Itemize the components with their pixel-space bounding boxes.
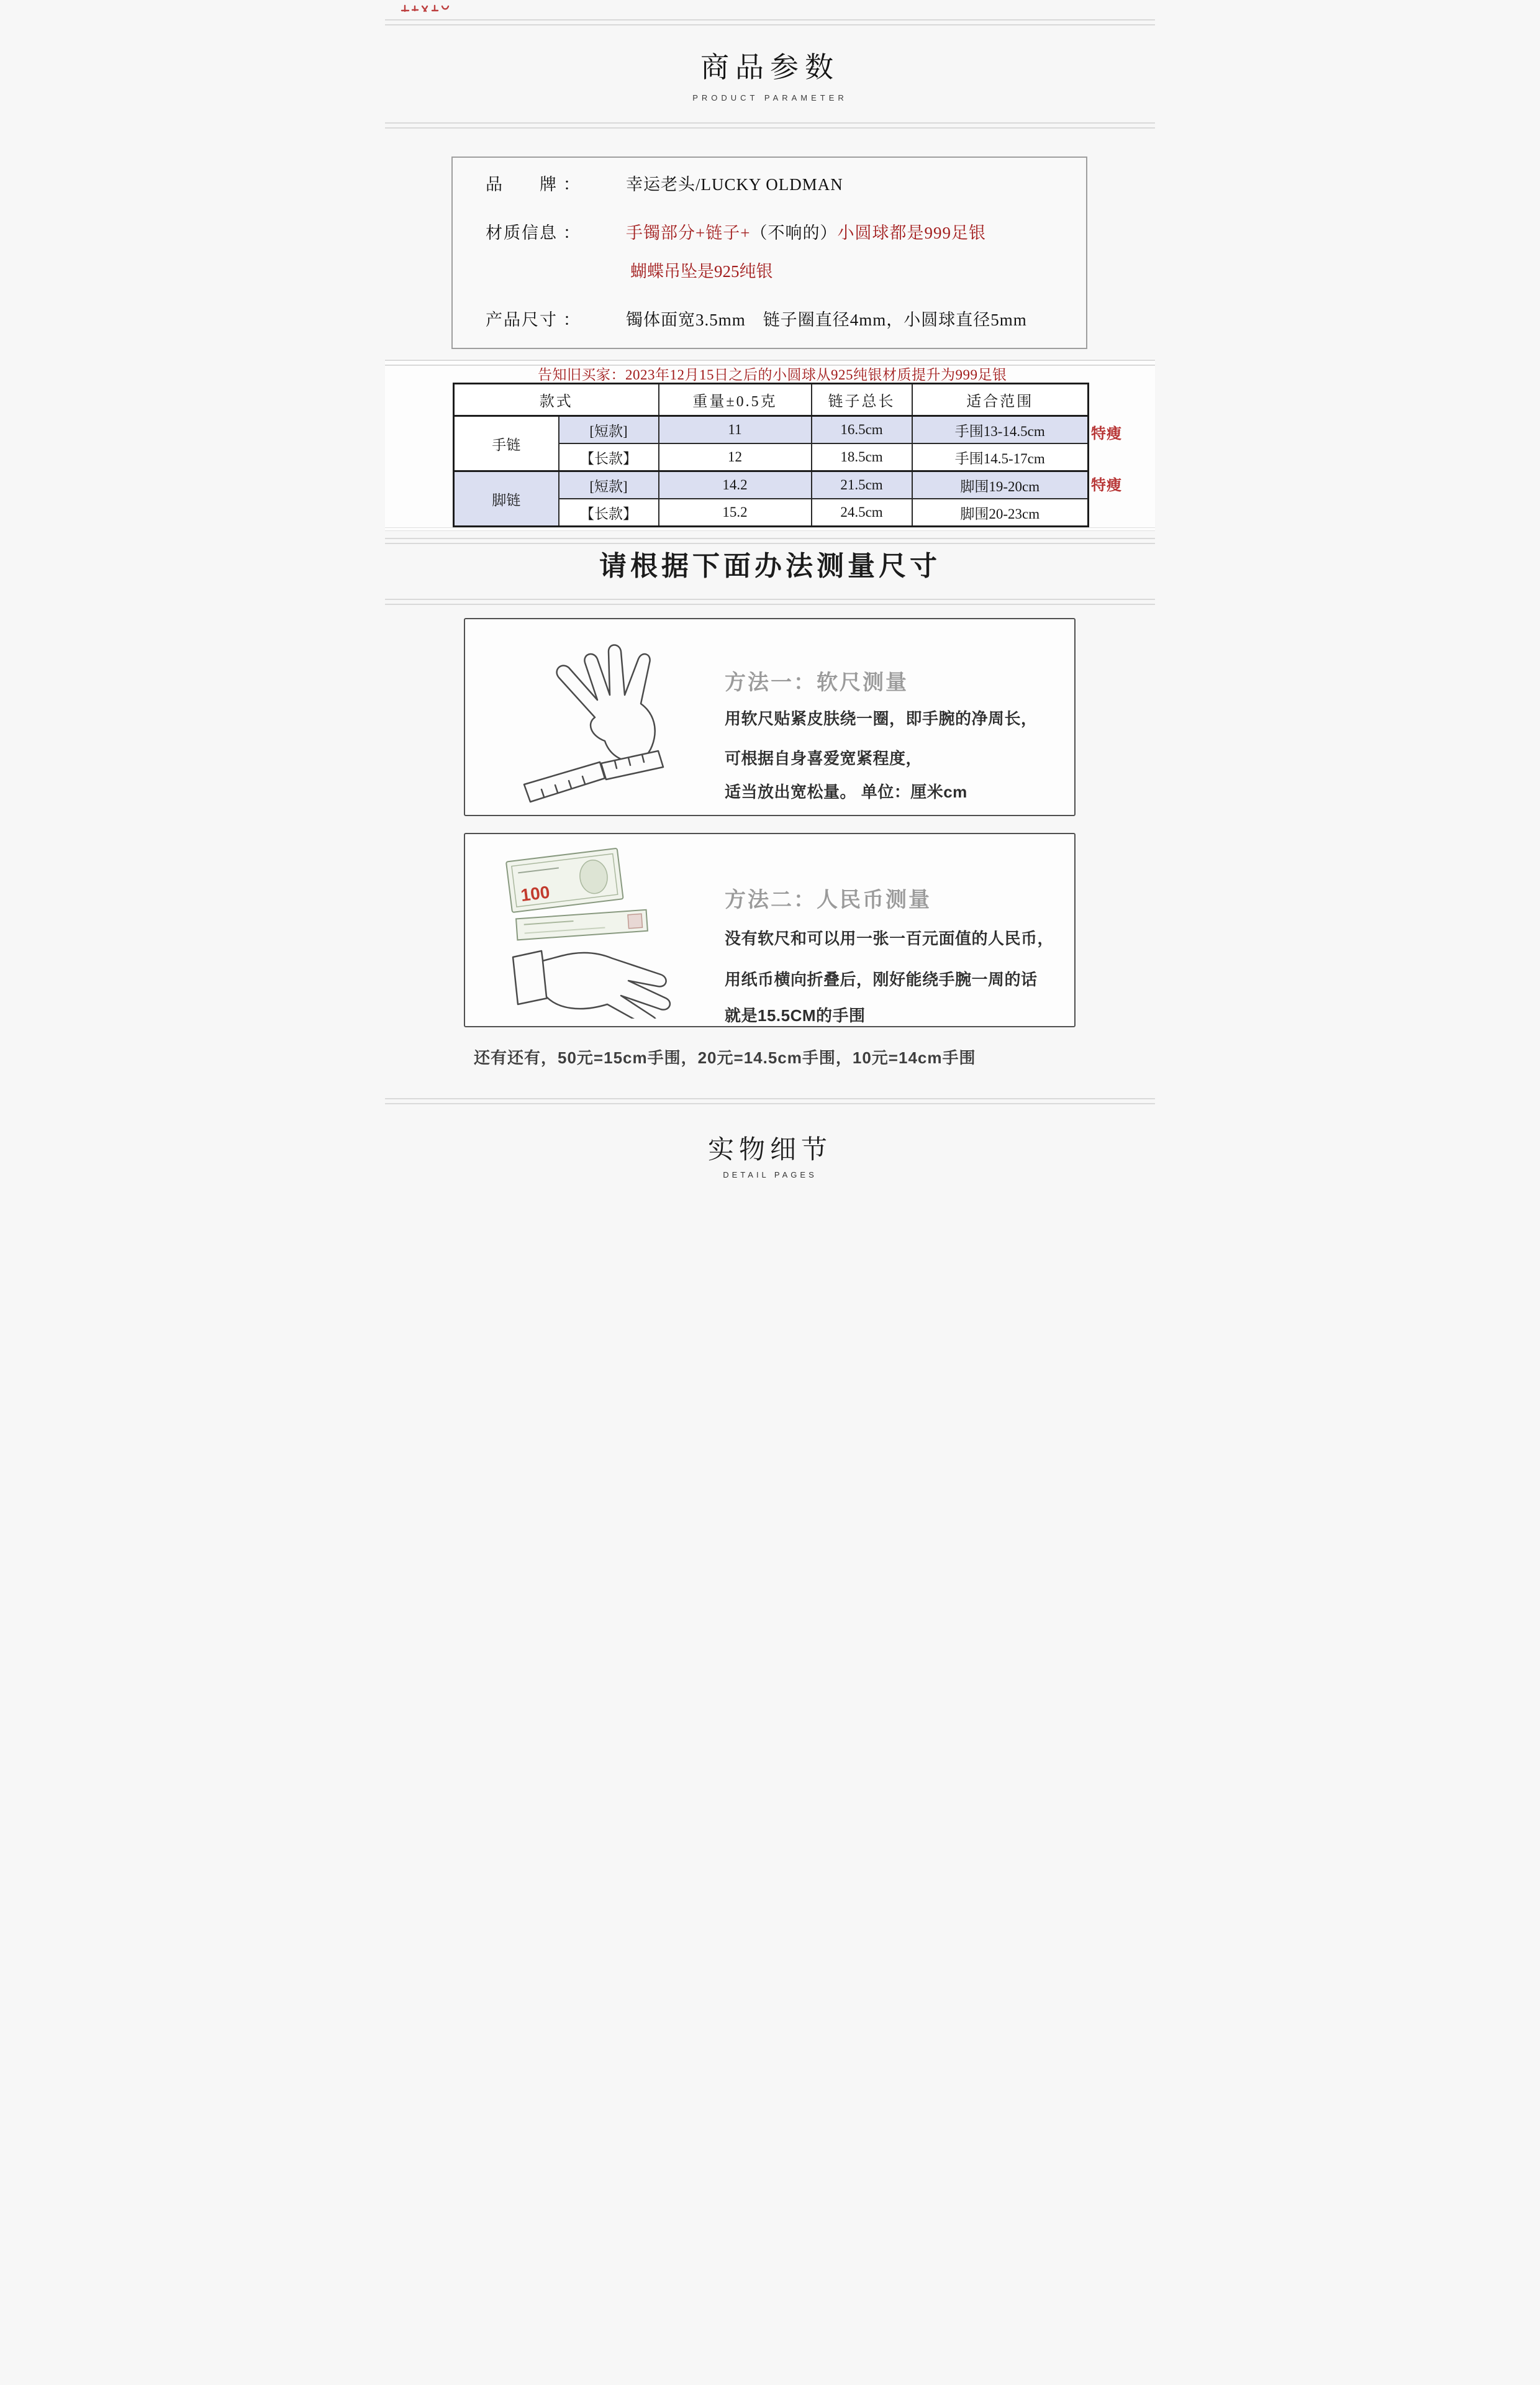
divider-footer <box>385 1098 1155 1104</box>
group-name-bracelet: 手链 <box>454 416 559 471</box>
notice-old-buyers: 告知旧买家：2023年12月15日之后的小圆球从925纯银材质提升为999足银 <box>538 367 1007 383</box>
range-cell: 脚围19-20cm <box>912 471 1089 499</box>
weight-cell: 11 <box>659 416 812 444</box>
range-cell: 手围14.5-17cm <box>912 443 1089 471</box>
divider-notice <box>385 360 1155 366</box>
material-value-black: （不响的） <box>750 224 838 242</box>
method1-title: 方法一：软尺测量 <box>725 671 908 694</box>
product-parameter-page <box>385 0 1155 1192</box>
extra-measure-tip: 还有还有，50元=15cm手围，20元=14.5cm手围，10元=14cm手围 <box>474 1048 976 1067</box>
variant-cell: 【长款】 <box>559 443 659 471</box>
banknote-100-label: 100 <box>519 882 551 906</box>
method2-line2: 用纸币横向折叠后，刚好能绕手腕一周的话 <box>725 970 1038 989</box>
size-label: 产品尺寸 ： <box>486 311 581 329</box>
table-row <box>454 416 1089 444</box>
table-row <box>454 471 1089 499</box>
variant-cell: 【长款】 <box>559 499 659 527</box>
page-title: 商品参数 <box>700 52 840 83</box>
method2-title: 方法二：人民币测量 <box>725 888 931 912</box>
group-name-anklet: 脚链 <box>454 471 559 527</box>
size-value: 镯体面宽3.5mm 链子圈直径4mm，小圆球直径5mm <box>626 311 1027 329</box>
weight-cell: 14.2 <box>659 471 812 499</box>
method1-line3: 适当放出宽松量。 单位：厘米cm <box>725 783 967 801</box>
method1-line1: 用软尺贴紧皮肤绕一圈，即手腕的净周长， <box>725 709 1038 728</box>
footer-title: 实物细节 <box>707 1136 832 1165</box>
length-cell: 21.5cm <box>812 471 912 499</box>
brand-value: 幸运老头/LUCKY OLDMAN <box>626 175 843 194</box>
variant-cell: [短款] <box>559 416 659 444</box>
weight-cell: 12 <box>659 443 812 471</box>
method2-line3: 就是15.5CM的手围 <box>725 1006 866 1025</box>
page-subtitle: PRODUCT PARAMETER <box>692 93 848 102</box>
method1-line2: 可根据自身喜爱宽紧程度， <box>725 749 923 768</box>
divider-measure-top <box>385 538 1155 544</box>
range-cell: 手围13-14.5cm <box>912 416 1089 444</box>
brand-label: 品 牌 ： <box>486 175 581 194</box>
table-header-row <box>454 384 1089 416</box>
divider-top <box>385 19 1155 25</box>
header-weight: 重量±0.5克 <box>659 384 812 416</box>
length-cell: 18.5cm <box>812 443 912 471</box>
divider-measure-bottom <box>385 599 1155 605</box>
weight-cell: 15.2 <box>659 499 812 527</box>
note-extra-slim-1: 特瘦 <box>1091 426 1122 442</box>
divider-after-table <box>385 527 1155 531</box>
hand-tape-measure-illustration <box>487 630 704 804</box>
header-length: 链子总长 <box>812 384 912 416</box>
brand-row <box>486 174 843 195</box>
divider-header <box>385 122 1155 129</box>
size-table <box>453 383 1089 527</box>
material-label: 材质信息 ： <box>486 224 581 242</box>
header-range: 适合范围 <box>912 384 1089 416</box>
material-row <box>486 222 986 243</box>
method2-box <box>464 833 1076 1027</box>
clipped-red-text-fragment <box>400 3 474 13</box>
footer-subtitle: DETAIL PAGES <box>723 1170 817 1179</box>
size-row <box>486 309 1027 330</box>
material-value-red2: 小圆球都是999足银 <box>837 224 986 242</box>
header-style: 款式 <box>454 384 659 416</box>
length-cell: 24.5cm <box>812 499 912 527</box>
measure-section-title: 请根据下面办法测量尺寸 <box>599 551 941 581</box>
length-cell: 16.5cm <box>812 416 912 444</box>
variant-cell: [短款] <box>559 471 659 499</box>
parameter-box <box>451 157 1087 349</box>
method1-box <box>464 618 1076 816</box>
material-value-line2: 蝴蝶吊坠是925纯银 <box>630 262 773 281</box>
range-cell: 脚围20-23cm <box>912 499 1089 527</box>
method2-line1: 没有软尺和可以用一张一百元面值的人民币， <box>725 929 1054 948</box>
material-value-red1: 手镯部分+链子+ <box>626 224 751 242</box>
note-extra-slim-2: 特瘦 <box>1091 478 1122 494</box>
hand-banknote-illustration <box>481 842 710 1019</box>
